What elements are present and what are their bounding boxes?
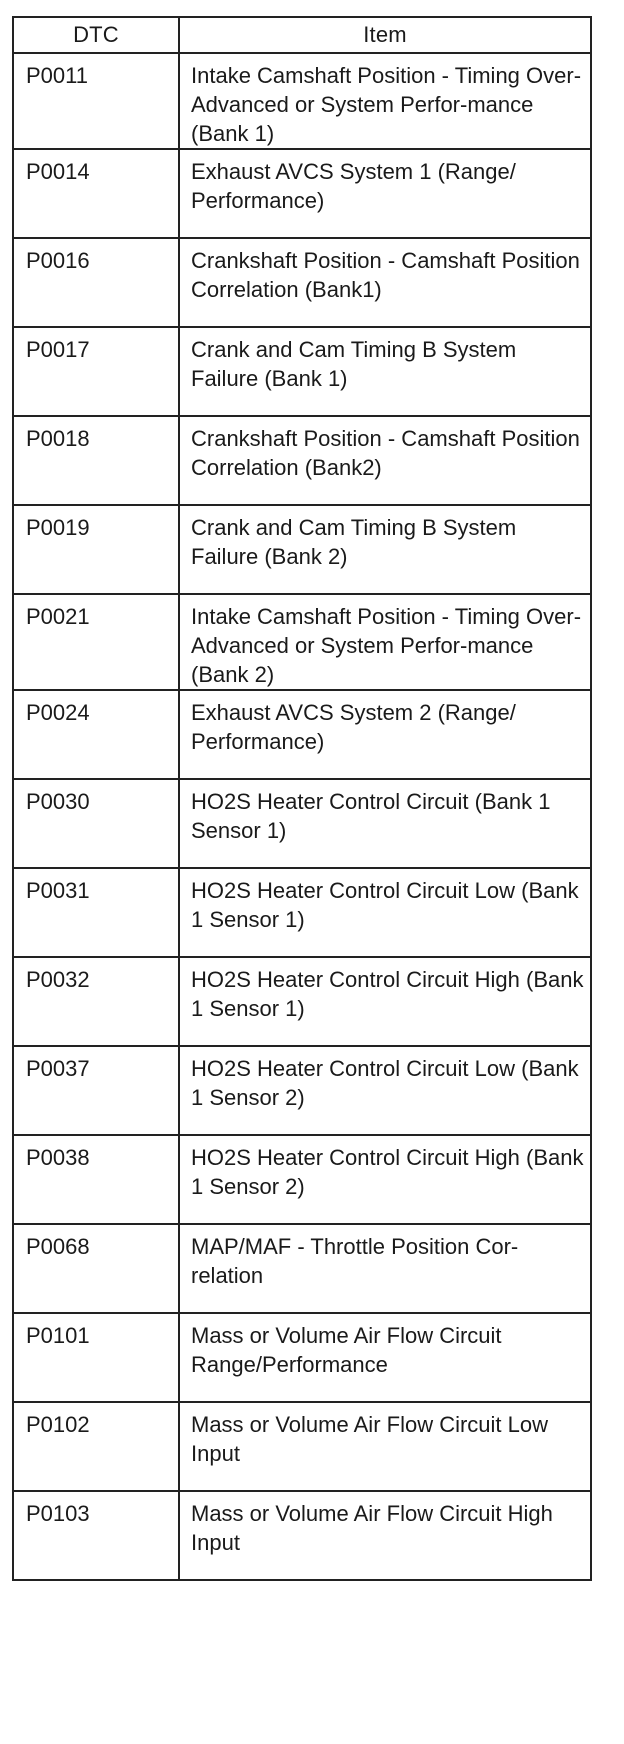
dtc-code: P0068 xyxy=(13,1224,179,1313)
header-dtc: DTC xyxy=(13,17,179,53)
dtc-description: Intake Camshaft Position - Timing Over-Advanced or System Perfor-mance (Bank 1) xyxy=(179,53,591,149)
dtc-table xyxy=(12,16,592,1581)
dtc-description: Crank and Cam Timing B System Failure (Bank 2) xyxy=(179,505,591,594)
table-row xyxy=(13,53,591,149)
table-row xyxy=(13,1402,591,1491)
dtc-code: P0021 xyxy=(13,594,179,690)
dtc-description: Crankshaft Position - Camshaft Position Correlation (Bank2) xyxy=(179,416,591,505)
dtc-code: P0101 xyxy=(13,1313,179,1402)
table-row xyxy=(13,868,591,957)
dtc-code: P0032 xyxy=(13,957,179,1046)
table-row xyxy=(13,957,591,1046)
dtc-code: P0103 xyxy=(13,1491,179,1580)
table-row xyxy=(13,505,591,594)
dtc-description: Mass or Volume Air Flow Circuit Range/Performance xyxy=(179,1313,591,1402)
dtc-code: P0018 xyxy=(13,416,179,505)
table-row xyxy=(13,416,591,505)
dtc-description: Exhaust AVCS System 1 (Range/ Performance) xyxy=(179,149,591,238)
dtc-code: P0019 xyxy=(13,505,179,594)
dtc-description: HO2S Heater Control Circuit Low (Bank 1 Sensor 2) xyxy=(179,1046,591,1135)
dtc-description: Crankshaft Position - Camshaft Position Correlation (Bank1) xyxy=(179,238,591,327)
dtc-description: Crank and Cam Timing B System Failure (Bank 1) xyxy=(179,327,591,416)
dtc-description: HO2S Heater Control Circuit High (Bank 1 Sensor 2) xyxy=(179,1135,591,1224)
table-row xyxy=(13,690,591,779)
dtc-code: P0016 xyxy=(13,238,179,327)
table-row xyxy=(13,1491,591,1580)
dtc-code: P0011 xyxy=(13,53,179,149)
table-row xyxy=(13,1224,591,1313)
dtc-description: Intake Camshaft Position - Timing Over-Advanced or System Perfor-mance (Bank 2) xyxy=(179,594,591,690)
table-row xyxy=(13,149,591,238)
dtc-description: Mass or Volume Air Flow Circuit Low Input xyxy=(179,1402,591,1491)
table-row xyxy=(13,238,591,327)
header-item: Item xyxy=(179,17,591,53)
table-row xyxy=(13,594,591,690)
table-row xyxy=(13,1313,591,1402)
table-row xyxy=(13,1046,591,1135)
dtc-code: P0031 xyxy=(13,868,179,957)
table-header-row xyxy=(13,17,591,53)
table-row xyxy=(13,1135,591,1224)
dtc-code: P0102 xyxy=(13,1402,179,1491)
table-row xyxy=(13,779,591,868)
dtc-description: Mass or Volume Air Flow Circuit High Input xyxy=(179,1491,591,1580)
dtc-code: P0030 xyxy=(13,779,179,868)
dtc-code: P0024 xyxy=(13,690,179,779)
dtc-code: P0037 xyxy=(13,1046,179,1135)
dtc-description: MAP/MAF - Throttle Position Cor-relation xyxy=(179,1224,591,1313)
table-row xyxy=(13,327,591,416)
dtc-code: P0017 xyxy=(13,327,179,416)
dtc-description: HO2S Heater Control Circuit (Bank 1 Sensor 1) xyxy=(179,779,591,868)
dtc-code: P0038 xyxy=(13,1135,179,1224)
dtc-description: HO2S Heater Control Circuit High (Bank 1 Sensor 1) xyxy=(179,957,591,1046)
dtc-description: HO2S Heater Control Circuit Low (Bank 1 Sensor 1) xyxy=(179,868,591,957)
dtc-code: P0014 xyxy=(13,149,179,238)
dtc-description: Exhaust AVCS System 2 (Range/ Performance) xyxy=(179,690,591,779)
